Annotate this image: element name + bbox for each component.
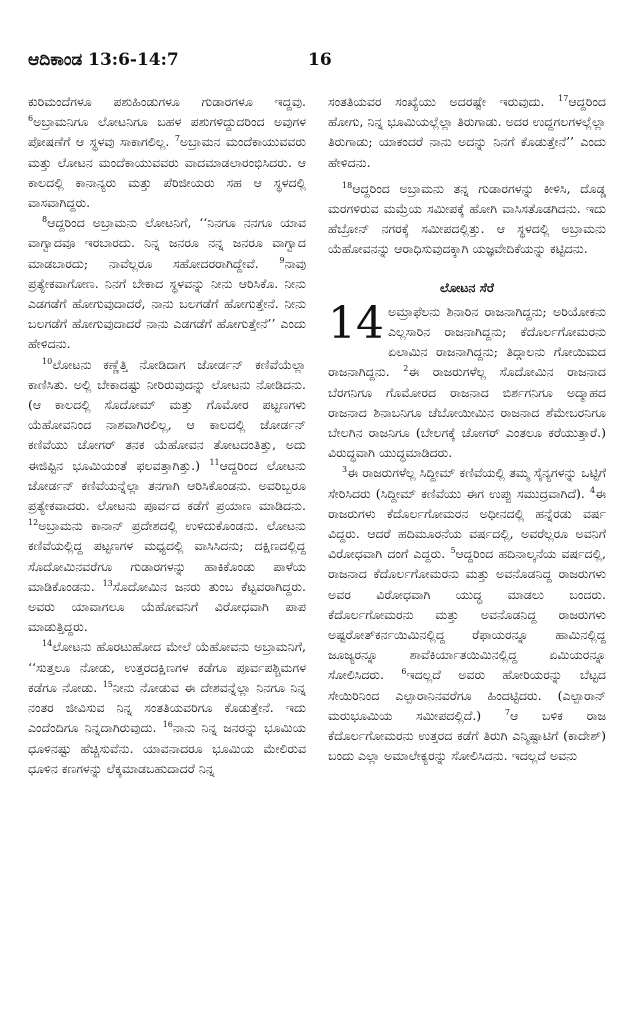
verse-number: 17 bbox=[558, 93, 569, 103]
paragraph: $^3$ಈ ರಾಜರುಗಳೆಲ್ಲ ಸಿದ್ದೀಮ್ ಕಣಿವೆಯಲ್ಲಿ ತಮ್ಮ ಸೈನ್ಯಗಳನ್ನು ಒಟ್ಟಿಗೆ ಸೇರಿಸಿದರು (ಸಿದ್ದೀಮ್ ಕಣಿವೆಯು ಈಗ ಉಪ್ಪು ಸಮುದ್ರವಾಗಿದೆ). $^4$ಈ ರಾಜರುಗಳು ಕೆದೊರ್ಲಗೋಮರನ ಅಧೀನದಲ್ಲಿ ಹನ್ನೆರಡು ವರ್ಷ ವಿದ್ದರು. ಆದರೆ ಹದಿಮೂರನೆಯ ವರ್ಷದಲ್ಲಿ, ಅವರೆಲ್ಲರೂ ಅವನಿಗೆ ವಿರೋಧವಾಗಿ ದಂಗೆ ಎದ್ದರು. $^5$ಆದ್ದರಿಂದ ಹದಿನಾಲ್ಕನೆಯ ವರ್ಷದಲ್ಲಿ, ರಾಜನಾದ ಕೆದೊರ್ಲಗೋಮರನು ಮತ್ತು ಅವನೊಡನಿದ್ದ ರಾಜರುಗಳು ಅವರ ವಿರೋಧವಾಗಿ ಯುದ್ಧ ಮಾಡಲು ಬಂದರು. ಕೆದೊರ್ಲಗೋಮರನು ಮತ್ತು ಅವನೊಡನಿದ್ದ ರಾಜರುಗಳು ಅಷ್ಟರೋತ್‌ಕರ್ನಯಿಮಿನಲ್ಲಿದ್ದ ರೆಫಾಯರನ್ನೂ ಹಾಮಿನಲ್ಲಿದ್ದ ಜೂಜ್ಯರನ್ನೂ ಶಾವೆಕಿರ್ಯಾತಯಿಮಿನಲ್ಲಿದ್ದ ಏಮಿಯರನ್ನೂ ಸೋಲಿಸಿದರು. $^6$ಇದಲ್ಲದೆ ಅವರು ಹೋರಿಯರನ್ನು ಬೆಟ್ಟದ ಸೇಯಿರಿನಿಂದ ಎಲ್ಪಾರಾನಿನವರೆಗೂ ಹಿಂದಟ್ಟಿದರು. (ಎಲ್ಪಾರಾನ್ ಮರುಭೂಮಿಯ ಸಮೀಪದಲ್ಲಿದೆ.) $^7$ಆ ಬಳಿಕ ರಾಜ ಕೆದೊರ್ಲಗೋಮರನು ಉತ್ತರದ ಕಡೆಗೆ ತಿರುಗಿ ಎನ್ಮಿಷ್ಪಾಟಿಗೆ (ಕಾದೇಶ್) ಬಂದು ಎಲ್ಲಾ ಅಮಾಲೇಕ್ಯರನ್ನು ಸೋಲಿಸಿದನು. ಇದಲ್ಲದೆ ಅವನು bbox=[328, 465, 606, 764]
paragraph: ಕುರಿಮಂದೆಗಳೂ ಪಶುಹಿಂಡುಗಳೂ ಗುಡಾರಗಳೂ ಇದ್ದವು. $^6$ಅಬ್ರಾಮನಿಗೂ ಲೋಟನಿಗೂ ಬಹಳ ಪಶುಗಳಿದ್ದುದರಿಂದ ಅವುಗಳ ಪೋಷಣೆಗೆ ಆ ಸ್ಥಳವು ಸಾಕಾಗಲಿಲ್ಲ. $^7$ಅಬ್ರಾಮನ ಮಂದೆಕಾಯುವವರು ಮತ್ತು ಲೋಟನ ಮಂದೆಕಾಯುವವರು ವಾದಮಾಡಲಾರಂಭಿಸಿದರು. ಆ ಕಾಲದಲ್ಲಿ ಕಾನಾನ್ಯರು ಮತ್ತು ಪೆರಿಜೀಯರು ಸಹ ಆ ಸ್ಥಳದಲ್ಲಿ ವಾಸವಾಗಿದ್ದರು. bbox=[28, 94, 306, 211]
right-column bbox=[328, 92, 606, 767]
chapter-number: 14 bbox=[328, 297, 384, 349]
verse-number: 8 bbox=[42, 215, 48, 225]
verse-number: 2 bbox=[403, 364, 409, 374]
paragraph: $^{18}$ಆದ್ದರಿಂದ ಅಬ್ರಾಮನು ತನ್ನ ಗುಡಾರಗಳನ್ನು ಕೀಳಿಸಿ, ದೊಡ್ಡ ಮರಗಳಿರುವ ಮಮ್ರೆಯ ಸಮೀಪಕ್ಕೆ ಹೋಗಿ ವಾಸಿಸತೊಡಗಿದನು. ಇದು ಹೆಬ್ರೋನ್ ನಗರಕ್ಕೆ ಸಮೀಪದಲ್ಲಿತ್ತು. ಆ ಸ್ಥಳದಲ್ಲಿ ಅಬ್ರಾಮನು ಯೆಹೋವನನ್ನು ಆರಾಧಿಸುವುದಕ್ಕಾಗಿ ಯಜ್ಞವೇದಿಕೆಯನ್ನು ಕಟ್ಟಿದನು. bbox=[328, 180, 606, 257]
verse-number: 16 bbox=[162, 720, 173, 730]
verse-number: 6 bbox=[401, 667, 407, 677]
paragraph: $^{10}$ಲೋಟನು ಕಣ್ಣೆತ್ತಿ ನೋಡಿದಾಗ ಜೋರ್ಡನ್ ಕಣಿವೆಯೆಲ್ಲಾ ಕಾಣಿಸಿತು. ಅಲ್ಲಿ ಬೇಕಾದಷ್ಟು ನೀರಿರುವುದನ್ನು ಲೋಟನು ನೋಡಿದನು.(ಆ ಕಾಲದಲ್ಲಿ ಸೊದೋಮ್ ಮತ್ತು ಗೊಮೋರ ಪಟ್ಟಣಗಳು ಯೆಹೋವನಿಂದ ನಾಶವಾಗಿರಲಿಲ್ಲ, ಆ ಕಾಲದಲ್ಲಿ ಜೋರ್ಡನ್ ಕಣಿವೆಯು ಚೋಗರ್ ತನಕ ಯೆಹೋವನ ತೋಟದಂತಿತ್ತು, ಅದು ಈಜಿಪ್ಟಿನ ಭೂಮಿಯಂತೆ ಫಲವತ್ತಾಗಿತ್ತು.) $^{11}$ಆದ್ದರಿಂದ ಲೋಟನು ಜೋರ್ಡನ್ ಕಣಿವೆಯನ್ನೆಲ್ಲಾ ತನಗಾಗಿ ಆರಿಸಿಕೊಂಡನು. ಅವರಿಬ್ಬರೂ ಪ್ರತ್ಯೇಕವಾದರು. ಲೋಟನು ಪೂರ್ವದ ಕಡೆಗೆ ಪ್ರಯಾಣ ಮಾಡಿದನು. $^{12}$ಅಬ್ರಾಮನು ಕಾನಾನ್ ಪ್ರದೇಶದಲ್ಲಿ ಉಳಿದುಕೊಂಡನು. ಲೋಟನು ಕಣಿವೆಯಲ್ಲಿದ್ದ ಪಟ್ಟಣಗಳ ಮಧ್ಯದಲ್ಲಿ ವಾಸಿಸಿದನು; ದಕ್ಷಿಣದಲ್ಲಿದ್ದ ಸೊದೋಮಿನವರೆಗೂ ಗುಡಾರಗಳನ್ನು ಹಾಕಿಕೊಂಡು ಪಾಳೆಯ ಮಾಡಿಕೊಂಡನು. $^{13}$ಸೊದೋಮಿನ ಜನರು ತುಂಬ ಕೆಟ್ಟವರಾಗಿದ್ದರು. ಅವರು ಯಾವಾಗಲೂ ಯೆಹೋವನಿಗೆ ವಿರೋಧವಾಗಿ ಪಾಪ ಮಾಡುತ್ತಿದ್ದರು. bbox=[28, 356, 306, 635]
verse-number: 7 bbox=[504, 707, 510, 717]
verse-number: 7 bbox=[174, 134, 180, 144]
verse-number: 5 bbox=[450, 546, 456, 556]
paragraph: $^8$ಆದ್ದರಿಂದ ಅಬ್ರಾಮನು ಲೋಟನಿಗೆ, ‘‘ನಿನಗೂ ನನಗೂ ಯಾವ ವಾಗ್ವಾದವೂ ಇರಬಾರದು. ನಿನ್ನ ಜನರೂ ನನ್ನ ಜನರೂ ವಾಗ್ವಾದ ಮಾಡಬಾರದು; ನಾವೆಲ್ಲರೂ ಸಹೋದರರಾಗಿದ್ದೇವೆ. $^9$ನಾವು ಪ್ರತ್ಯೇಕವಾಗೋಣ. ನಿನಗೆ ಬೇಕಾದ ಸ್ಥಳವನ್ನು ನೀನು ಆರಿಸಿಕೊ. ನೀನು ಎಡಗಡೆಗೆ ಹೋಗುವುದಾದರೆ, ನಾನು ಬಲಗಡೆಗೆ ಹೋಗುತ್ತೇನೆ. ನೀನು ಬಲಗಡೆಗೆ ಹೋಗುವುದಾದರೆ ನಾನು ಎಡಗಡೆಗೆ ಹೋಗುತ್ತೇನೆ’’ ಎಂದು ಹೇಳಿದನು. bbox=[28, 215, 306, 352]
verse-number: 13 bbox=[102, 578, 113, 588]
verse-number: 3 bbox=[342, 465, 348, 475]
verse-number: 12 bbox=[28, 518, 39, 528]
paragraph: ಸಂತತಿಯವರ ಸಂಖ್ಯೆಯು ಅದರಷ್ಟೇ ಇರುವುದು. $^{17}$ಆದ್ದರಿಂದ ಹೋಗು, ನಿನ್ನ ಭೂಮಿಯಲ್ಲೆಲ್ಲಾ ತಿರುಗಾಡು. ಅದರ ಉದ್ದಗಲಗಳಲ್ಲೆಲ್ಲಾ ತಿರುಗಾಡು; ಯಾಕಂದರೆ ನಾನು ಅದನ್ನು ನಿನಗೆ ಕೊಡುತ್ತೇನೆ’’ ಎಂದು ಹೇಳಿದನು. bbox=[328, 93, 606, 170]
verse-number: 10 bbox=[42, 356, 53, 366]
paragraph: $^{14}$ಲೋಟನು ಹೊರಟುಹೋದ ಮೇಲೆ ಯೆಹೋವನು ಅಬ್ರಾಮನಿಗೆ, ‘‘ಸುತ್ತಲೂ ನೋಡು, ಉತ್ತರದಕ್ಷಿಣಗಳ ಕಡೆಗೂ ಪೂರ್ವಪಶ್ಚಿಮಗಳ ಕಡೆಗೂ ನೋಡು. $^{15}$ನೀನು ನೋಡುವ ಈ ದೇಶವನ್ನೆಲ್ಲಾ ನಿನಗೂ ನಿನ್ನ ನಂತರ ಜೀವಿಸುವ ನಿನ್ನ ಸಂತತಿಯವರಿಗೂ ಕೊಡುತ್ತೇನೆ. ಇದು ಎಂದೆಂದಿಗೂ ನಿನ್ನದಾಗಿರುವುದು. $^{16}$ನಾನು ನಿನ್ನ ಜನರನ್ನು ಭೂಮಿಯ ಧೂಳಿನಷ್ಟು ಹೆಚ್ಚಿಸುವೆನು. ಯಾವನಾದರೂ ಭೂಮಿಯ ಮೇಲಿರುವ ಧೂಳಿನ ಕಣಗಳನ್ನು ಲೆಕ್ಕಮಾಡಬಹುದಾದರೆ ನಿನ್ನ bbox=[28, 639, 306, 776]
verse-number: 6 bbox=[28, 114, 34, 124]
paragraph: 14 ಅಮ್ರಾಫೆಲನು ಶಿನಾರಿನ ರಾಜನಾಗಿದ್ದನು; ಅರಿಯೋಕನು ಎಲ್ಲಸಾರಿನ ರಾಜನಾಗಿದ್ದನು; ಕೆದೊರ್ಲಗೋಮರನು ಏಲಾಮಿನ ರಾಜನಾಗಿದ್ದನು; ತಿದ್ಗಾಲನು ಗೋಯಿಮದ ರಾಜನಾಗಿದ್ದನು. $^2$ಈ ರಾಜರುಗಳೆಲ್ಲ ಸೊದೋಮಿನ ರಾಜನಾದ ಬೆರಗನಿಗೂ ಗೊಮೋರದ ರಾಜನಾದ ಬಿರ್ಶಗನಿಗೂ ಅದ್ಮಾಹದ ರಾಜನಾದ ಶಿನಾಬನಿಗೂ ಚೆಬೋಯೀಮಿನ ರಾಜನಾದ ಶೆಮೇಬರನಿಗೂ ಬೇಲಗಿನ ರಾಜನಿಗೂ (ಬೇಲಗಕ್ಕೆ ಚೋಗರ್ ಎಂತಲೂ ಕರೆಯುತ್ತಾರೆ.) ವಿರುದ್ಧವಾಗಿ ಯುದ್ಧಮಾಡಿದರು. bbox=[328, 297, 606, 461]
verse-number: 18 bbox=[342, 180, 353, 190]
verse-number: 9 bbox=[279, 255, 285, 265]
page-number: 16 bbox=[308, 50, 332, 70]
verse-number: 15 bbox=[102, 679, 113, 689]
verse-number: 14 bbox=[42, 639, 53, 649]
verse-number: 4 bbox=[590, 485, 596, 495]
verse-number: 11 bbox=[209, 457, 220, 467]
running-head: ಆದಿಕಾಂಡ 13:6-14:7 bbox=[28, 50, 179, 70]
page-header bbox=[28, 50, 610, 80]
section-heading: ಲೋಟನ ಸೆರೆ bbox=[440, 279, 494, 295]
left-column bbox=[28, 92, 306, 779]
